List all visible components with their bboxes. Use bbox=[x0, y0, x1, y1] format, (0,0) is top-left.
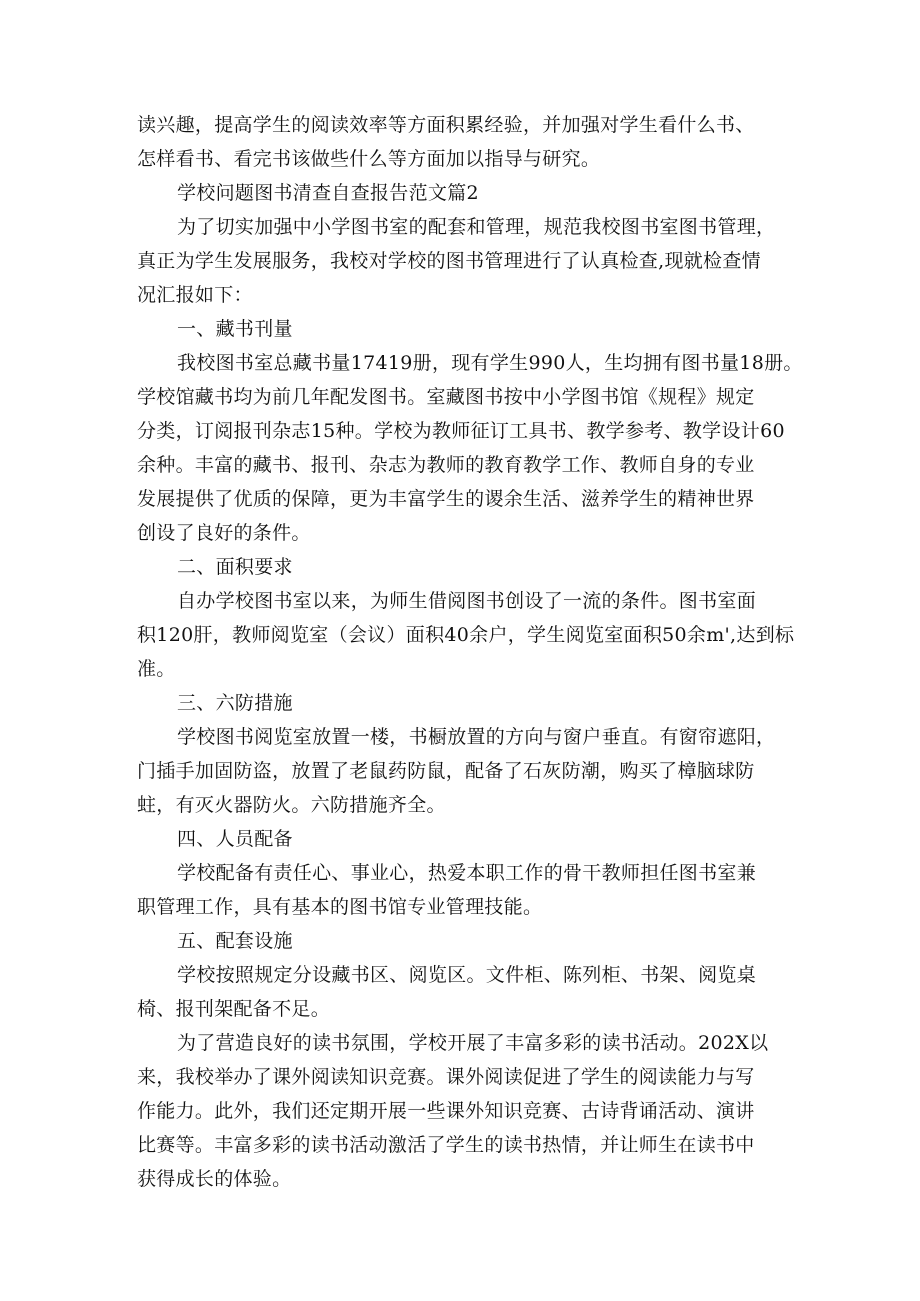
paragraph-line: 发展提供了优质的保障，更为丰富学生的谡余生活、滋养学生的精神世界 bbox=[137, 488, 755, 510]
paragraph-line: 作能力。此外，我们还定期开展一些课外知识竞赛、古诗背诵活动、演讲 bbox=[137, 1100, 755, 1122]
subheading: 二、面积要求 bbox=[177, 556, 293, 578]
subheading: 三、六防措施 bbox=[177, 692, 293, 714]
paragraph-line: 准。 bbox=[137, 658, 176, 680]
paragraph-line: 来，我校举办了课外阅读知识竞赛。课外阅读促进了学生的阅读能力与写 bbox=[137, 1066, 755, 1088]
paragraph-line: 职管理工作，具有基本的图书馆专业管理技能。 bbox=[137, 896, 543, 918]
paragraph-line: 为了营造良好的读书氛围，学校开展了丰富多彩的读书活动。202X以 bbox=[177, 1032, 769, 1054]
paragraph-line: 读兴趣，提高学生的阅读效率等方面积累经验，并加强对学生看什么书、 bbox=[137, 114, 755, 136]
paragraph-line: 我校图书室总藏书量17419册，现有学生990人，生均拥有图书量18册。 bbox=[177, 352, 803, 374]
paragraph-line: 余种。丰富的藏书、报刊、杂志为教师的教育教学工作、教师自身的专业 bbox=[137, 454, 755, 476]
paragraph-line: 创设了良好的条件。 bbox=[137, 522, 311, 544]
paragraph-line: 况汇报如下： bbox=[137, 284, 253, 306]
paragraph-line: 自办学校图书室以来，为师生借阅图书创设了一流的条件。图书室面 bbox=[177, 590, 757, 612]
paragraph-line: 比赛等。丰富多彩的读书活动激活了学生的读书热情，并让师生在读书中 bbox=[137, 1134, 755, 1156]
subheading: 一、藏书刊量 bbox=[177, 318, 293, 340]
paragraph-line: 蛀，有灭火器防火。六防措施齐全。 bbox=[137, 794, 446, 816]
paragraph-line: 分类，订阅报刊杂志15种。学校为教师征订工具书、教学参考、教学设计60 bbox=[137, 420, 785, 442]
paragraph-line: 门插手加固防盗，放置了老鼠药防鼠，配备了石灰防潮，购买了樟脑球防 bbox=[137, 760, 755, 782]
paragraph-line: 学校馆藏书均为前几年配发图书。室藏图书按中小学图书馆《规程》规定 bbox=[137, 386, 755, 408]
section-title: 学校问题图书清查自查报告范文篇2 bbox=[177, 182, 479, 204]
subheading: 五、配套设施 bbox=[177, 930, 293, 952]
subheading: 四、人员配备 bbox=[177, 828, 293, 850]
paragraph-line: 积120肝，教师阅览室（会议）面积40余户，学生阅览室面积50余m',达到标 bbox=[137, 624, 795, 646]
paragraph-line: 获得成长的体验。 bbox=[137, 1168, 292, 1190]
paragraph-line: 椅、报刊架配备不足。 bbox=[137, 998, 331, 1020]
paragraph-line: 学校图书阅览室放置一楼，书橱放置的方向与窗户垂直。有窗帘遮阳， bbox=[177, 726, 776, 748]
paragraph-line: 为了切实加强中小学图书室的配套和管理，规范我校图书室图书管理， bbox=[177, 216, 776, 238]
paragraph-line: 学校按照规定分设藏书区、阅览区。文件柜、陈列柜、书架、阅览桌 bbox=[177, 964, 757, 986]
paragraph-line: 学校配备有责任心、事业心，热爱本职工作的骨干教师担任图书室兼 bbox=[177, 862, 757, 884]
paragraph-line: 怎样看书、看完书该做些什么等方面加以指导与研究。 bbox=[137, 148, 601, 170]
paragraph-line: 真正为学生发展服务，我校对学校的图书管理进行了认真检查,现就检查情 bbox=[137, 250, 761, 272]
